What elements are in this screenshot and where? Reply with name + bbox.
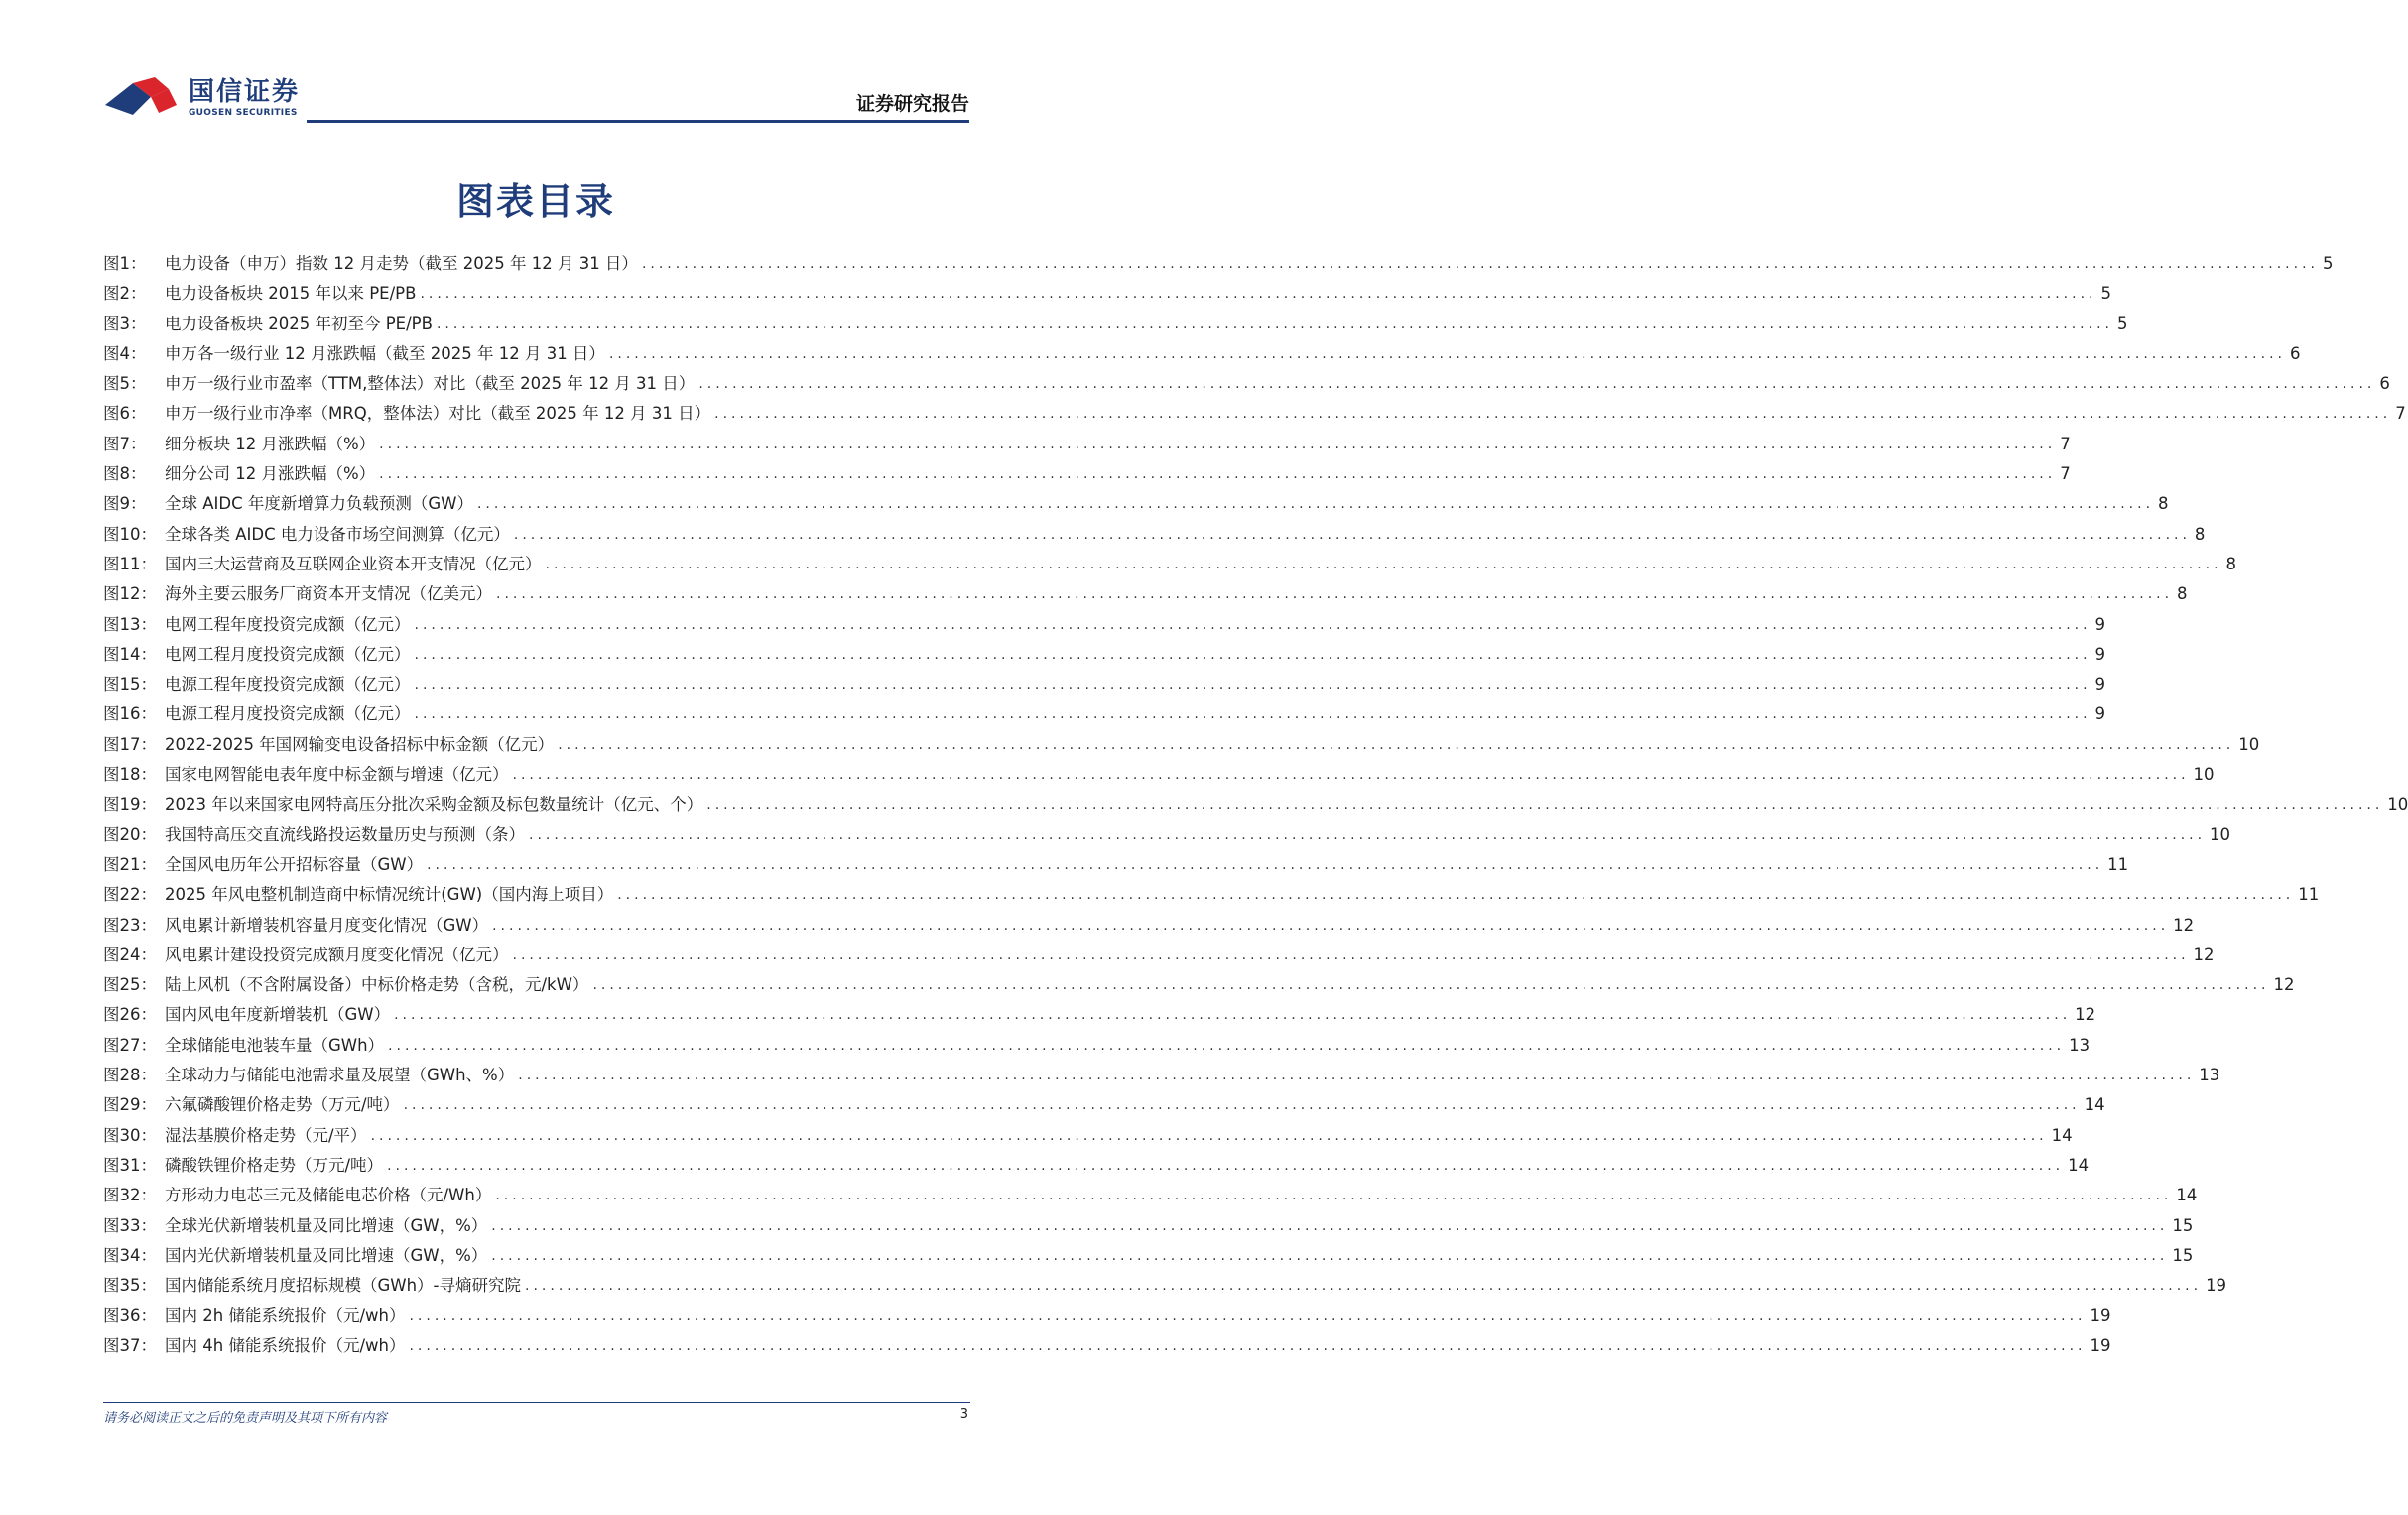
toc-entry[interactable]	[103, 640, 2106, 670]
page-title: 图表目录	[455, 180, 615, 223]
toc-entry[interactable]	[103, 430, 2071, 459]
toc-dot-leader: ........................................................................................................................................................................................................	[529, 826, 2207, 843]
page-header	[0, 0, 1072, 129]
toc-dot-leader: ........................................................................................................................................................................................................	[414, 706, 2091, 723]
guosen-logo-mark	[103, 75, 183, 121]
toc-page-number: 10	[2387, 795, 2408, 815]
toc-entry[interactable]	[103, 489, 2169, 519]
toc-dot-leader: ........................................................................................................................................................................................................	[641, 256, 2319, 272]
toc-dot-leader: ........................................................................................................................................................................................................	[496, 586, 2174, 603]
toc-page-number: 7	[2060, 434, 2071, 453]
toc-entry[interactable]	[103, 369, 2390, 399]
toc-dot-leader: ........................................................................................................................................................................................................	[427, 856, 2104, 873]
toc-figure-title: 我国特高压交直流线路投运数量历史与预测（条）	[165, 824, 525, 844]
toc-entry[interactable]	[103, 1331, 2111, 1361]
toc-page-number: 19	[2206, 1276, 2227, 1296]
toc-dot-leader: ........................................................................................................................................................................................................	[698, 376, 2376, 393]
toc-figure-label: 图23：	[103, 915, 157, 935]
toc-figure-title: 方形动力电芯三元及储能电芯价格（元/Wh）	[165, 1186, 492, 1205]
toc-entry[interactable]	[103, 610, 2106, 640]
footer-divider	[103, 1402, 970, 1403]
toc-figure-title: 电源工程年度投资完成额（亿元）	[165, 675, 411, 694]
toc-page-number: 6	[2379, 374, 2390, 394]
toc-figure-title: 申万一级行业市净率（MRQ，整体法）对比（截至 2025 年 12 月 31 日）	[165, 404, 711, 424]
toc-figure-title: 2023 年以来国家电网特高压分批次采购金额及标包数量统计（亿元、个）	[165, 795, 703, 815]
toc-entry[interactable]	[103, 1211, 2194, 1241]
toc-figure-title: 海外主要云服务厂商资本开支情况（亿美元）	[165, 584, 492, 604]
toc-page-number: 12	[2193, 945, 2215, 964]
toc-figure-label: 图4：	[103, 343, 147, 363]
toc-dot-leader: ........................................................................................................................................................................................................	[491, 1217, 2169, 1234]
toc-dot-leader: ........................................................................................................................................................................................................	[379, 466, 2057, 483]
toc-entry[interactable]	[103, 730, 2260, 760]
toc-page-number: 13	[2069, 1035, 2091, 1055]
toc-figure-title: 国内三大运营商及互联网企业资本开支情况（亿元）	[165, 554, 542, 573]
toc-dot-leader: ........................................................................................................................................................................................................	[558, 736, 2235, 753]
header-divider	[307, 120, 969, 123]
toc-figure-title: 全球储能电池装车量（GWh）	[165, 1035, 385, 1055]
toc-dot-leader: ........................................................................................................................................................................................................	[436, 316, 2113, 332]
figure-index-list	[103, 249, 2408, 1361]
toc-dot-leader: ........................................................................................................................................................................................................	[387, 1157, 2065, 1174]
toc-figure-title: 国内风电年度新增装机（GW）	[165, 1005, 391, 1025]
toc-entry[interactable]	[103, 821, 2231, 850]
toc-figure-label: 图12：	[103, 584, 157, 604]
toc-figure-label: 图18：	[103, 765, 157, 785]
toc-entry[interactable]	[103, 310, 2128, 339]
toc-figure-title: 国家电网智能电表年度中标金额与增速（亿元）	[165, 765, 509, 785]
toc-page-number: 15	[2172, 1215, 2194, 1235]
toc-page-number: 8	[2194, 524, 2206, 544]
toc-figure-label: 图24：	[103, 945, 157, 964]
toc-page-number: 15	[2172, 1245, 2194, 1265]
toc-figure-label: 图25：	[103, 975, 157, 995]
toc-figure-label: 图8：	[103, 464, 147, 484]
toc-dot-leader: ........................................................................................................................................................................................................	[476, 496, 2155, 513]
toc-figure-title: 申万一级行业市盈率（TTM,整体法）对比（截至 2025 年 12 月 31 日）	[165, 374, 696, 394]
toc-entry[interactable]	[103, 1181, 2198, 1210]
toc-figure-label: 图14：	[103, 644, 157, 664]
toc-figure-label: 图31：	[103, 1155, 157, 1175]
toc-figure-title: 细分板块 12 月涨跌幅（%）	[165, 434, 376, 453]
toc-figure-title: 全球光伏新增装机量及同比增速（GW，%）	[165, 1215, 488, 1235]
footer-disclaimer: 请务必阅读正文之后的免责声明及其项下所有内容	[103, 1411, 388, 1426]
toc-entry[interactable]	[103, 1090, 2105, 1120]
toc-page-number: 14	[2084, 1095, 2105, 1115]
toc-entry[interactable]	[103, 760, 2215, 790]
toc-figure-label: 图19：	[103, 795, 157, 815]
toc-figure-label: 图36：	[103, 1306, 157, 1326]
toc-page-number: 13	[2199, 1066, 2220, 1085]
toc-page-number: 14	[2176, 1186, 2198, 1205]
toc-figure-label: 图26：	[103, 1005, 157, 1025]
toc-figure-label: 图17：	[103, 734, 157, 754]
toc-figure-title: 磷酸铁锂价格走势（万元/吨）	[165, 1155, 384, 1175]
toc-page-number: 5	[2100, 284, 2111, 304]
toc-figure-label: 图5：	[103, 374, 147, 394]
toc-dot-leader: ........................................................................................................................................................................................................	[414, 646, 2091, 663]
toc-page-number: 11	[2298, 885, 2320, 905]
toc-figure-title: 风电累计建设投资完成额月度变化情况（亿元）	[165, 945, 509, 964]
toc-page-number: 9	[2094, 614, 2106, 634]
toc-page-number: 8	[2225, 554, 2237, 573]
toc-dot-leader: ........................................................................................................................................................................................................	[617, 887, 2295, 904]
toc-page-number: 9	[2094, 675, 2106, 694]
toc-dot-leader: ........................................................................................................................................................................................................	[545, 556, 2222, 572]
toc-figure-title: 全国风电历年公开招标容量（GW）	[165, 854, 424, 874]
toc-figure-label: 图13：	[103, 614, 157, 634]
toc-dot-leader: ........................................................................................................................................................................................................	[394, 1007, 2072, 1024]
toc-figure-title: 陆上风机（不含附属设备）中标价格走势（含税，元/kW）	[165, 975, 589, 995]
toc-figure-label: 图33：	[103, 1215, 157, 1235]
toc-figure-title: 国内 4h 储能系统报价（元/wh）	[165, 1335, 406, 1355]
toc-entry[interactable]	[103, 1241, 2194, 1271]
toc-dot-leader: ........................................................................................................................................................................................................	[409, 1337, 2087, 1354]
toc-dot-leader: ........................................................................................................................................................................................................	[492, 917, 2170, 934]
toc-dot-leader: ........................................................................................................................................................................................................	[409, 1308, 2087, 1325]
toc-entry[interactable]	[103, 1000, 2096, 1030]
toc-figure-label: 图11：	[103, 554, 157, 573]
toc-page-number: 14	[2068, 1155, 2090, 1175]
toc-dot-leader: ........................................................................................................................................................................................................	[414, 677, 2091, 694]
toc-entry[interactable]	[103, 699, 2106, 729]
toc-figure-title: 电源工程月度投资完成额（亿元）	[165, 704, 411, 724]
toc-page-number: 12	[2273, 975, 2295, 995]
toc-figure-label: 图35：	[103, 1276, 157, 1296]
toc-figure-label: 图10：	[103, 524, 157, 544]
toc-entry[interactable]	[103, 399, 2406, 429]
toc-entry[interactable]	[103, 249, 2334, 279]
toc-figure-label: 图7：	[103, 434, 147, 453]
toc-entry[interactable]	[103, 520, 2206, 550]
toc-entry[interactable]	[103, 790, 2408, 820]
toc-figure-label: 图21：	[103, 854, 157, 874]
toc-page-number: 10	[2210, 824, 2231, 844]
toc-figure-title: 风电累计新增装机容量月度变化情况（GW）	[165, 915, 489, 935]
toc-entry[interactable]	[103, 1031, 2091, 1061]
toc-dot-leader: ........................................................................................................................................................................................................	[518, 1068, 2196, 1084]
toc-entry[interactable]	[103, 550, 2237, 579]
toc-figure-label: 图30：	[103, 1125, 157, 1145]
toc-figure-label: 图37：	[103, 1335, 157, 1355]
toc-entry[interactable]	[103, 1121, 2073, 1151]
toc-dot-leader: ........................................................................................................................................................................................................	[714, 406, 2392, 423]
toc-entry[interactable]	[103, 911, 2195, 941]
toc-entry[interactable]	[103, 1301, 2111, 1330]
toc-page-number: 19	[2090, 1335, 2111, 1355]
toc-page-number: 8	[2177, 584, 2188, 604]
toc-figure-title: 2022-2025 年国网输变电设备招标中标金额（亿元）	[165, 734, 555, 754]
toc-figure-title: 全球 AIDC 年度新增算力负载预测（GW）	[165, 494, 473, 514]
toc-figure-title: 申万各一级行业 12 月涨跌幅（截至 2025 年 12 月 31 日）	[165, 343, 605, 363]
toc-dot-leader: ........................................................................................................................................................................................................	[491, 1247, 2169, 1264]
toc-page-number: 10	[2238, 734, 2260, 754]
toc-page-number: 7	[2060, 464, 2071, 484]
toc-figure-label: 图3：	[103, 314, 147, 333]
toc-figure-title: 全球各类 AIDC 电力设备市场空间测算（亿元）	[165, 524, 510, 544]
toc-page-number: 11	[2107, 854, 2129, 874]
toc-dot-leader: ........................................................................................................................................................................................................	[512, 767, 2190, 784]
toc-page-number: 12	[2075, 1005, 2096, 1025]
report-type-label: 证券研究报告	[855, 93, 969, 115]
toc-figure-title: 2025 年风电整机制造商中标情况统计(GW)（国内海上项目）	[165, 885, 614, 905]
toc-entry[interactable]	[103, 1271, 2227, 1301]
toc-figure-title: 电力设备（申万）指数 12 月走势（截至 2025 年 12 月 31 日）	[165, 254, 638, 273]
toc-dot-leader: ........................................................................................................................................................................................................	[414, 616, 2091, 633]
toc-dot-leader: ........................................................................................................................................................................................................	[706, 797, 2384, 814]
toc-page-number: 12	[2173, 915, 2195, 935]
toc-figure-title: 电网工程月度投资完成额（亿元）	[165, 644, 411, 664]
toc-dot-leader: ........................................................................................................................................................................................................	[495, 1188, 2173, 1204]
toc-dot-leader: ........................................................................................................................................................................................................	[608, 345, 2286, 362]
toc-figure-label: 图32：	[103, 1186, 157, 1205]
toc-entry[interactable]	[103, 970, 2295, 1000]
toc-entry[interactable]	[103, 279, 2111, 309]
toc-page-number: 19	[2090, 1306, 2111, 1326]
toc-dot-leader: ........................................................................................................................................................................................................	[525, 1278, 2203, 1295]
toc-figure-label: 图27：	[103, 1035, 157, 1055]
toc-figure-title: 国内光伏新增装机量及同比增速（GW，%）	[165, 1245, 488, 1265]
toc-figure-label: 图1：	[103, 254, 147, 273]
toc-figure-label: 图29：	[103, 1095, 157, 1115]
toc-figure-label: 图28：	[103, 1066, 157, 1085]
toc-page-number: 7	[2395, 404, 2406, 424]
toc-entry[interactable]	[103, 459, 2071, 489]
toc-figure-title: 湿法基膜价格走势（元/平）	[165, 1125, 367, 1145]
toc-figure-label: 图16：	[103, 704, 157, 724]
toc-entry[interactable]	[103, 880, 2320, 910]
toc-page-number: 9	[2094, 704, 2106, 724]
logo-text-cn: 国信证券	[189, 77, 301, 107]
toc-figure-title: 电网工程年度投资完成额（亿元）	[165, 614, 411, 634]
toc-figure-label: 图9：	[103, 494, 147, 514]
toc-figure-label: 图22：	[103, 885, 157, 905]
toc-figure-label: 图34：	[103, 1245, 157, 1265]
toc-figure-label: 图15：	[103, 675, 157, 694]
toc-page-number: 5	[2322, 254, 2334, 273]
toc-figure-title: 全球动力与储能电池需求量及展望（GWh、%）	[165, 1066, 515, 1085]
toc-dot-leader: ........................................................................................................................................................................................................	[513, 526, 2191, 543]
toc-figure-title: 国内 2h 储能系统报价（元/wh）	[165, 1306, 406, 1326]
toc-figure-title: 六氟磷酸锂价格走势（万元/吨）	[165, 1095, 400, 1115]
toc-dot-leader: ........................................................................................................................................................................................................	[370, 1127, 2048, 1144]
toc-entry[interactable]	[103, 670, 2106, 699]
toc-dot-leader: ........................................................................................................................................................................................................	[403, 1097, 2081, 1114]
toc-page-number: 8	[2158, 494, 2169, 514]
toc-entry[interactable]	[103, 941, 2215, 970]
toc-page-number: 14	[2051, 1125, 2073, 1145]
toc-page-number: 10	[2193, 765, 2215, 785]
toc-dot-leader: ........................................................................................................................................................................................................	[592, 977, 2270, 994]
toc-entry[interactable]	[103, 339, 2301, 369]
toc-page-number: 5	[2116, 314, 2128, 333]
toc-dot-leader: ........................................................................................................................................................................................................	[388, 1037, 2066, 1054]
toc-entry[interactable]	[103, 1061, 2220, 1090]
toc-figure-label: 图6：	[103, 404, 147, 424]
toc-figure-label: 图2：	[103, 284, 147, 304]
toc-entry[interactable]	[103, 1151, 2090, 1181]
toc-figure-title: 电力设备板块 2025 年初至今 PE/PB	[165, 314, 433, 333]
toc-figure-title: 国内储能系统月度招标规模（GWh）-寻熵研究院	[165, 1276, 522, 1296]
logo-text-en: GUOSEN SECURITIES	[189, 108, 298, 118]
toc-figure-title: 细分公司 12 月涨跌幅（%）	[165, 464, 376, 484]
toc-dot-leader: ........................................................................................................................................................................................................	[379, 436, 2057, 452]
toc-figure-title: 电力设备板块 2015 年以来 PE/PB	[165, 284, 417, 304]
page-number: 3	[959, 1407, 968, 1422]
toc-dot-leader: ........................................................................................................................................................................................................	[420, 286, 2097, 303]
toc-entry[interactable]	[103, 850, 2129, 880]
toc-entry[interactable]	[103, 579, 2188, 609]
guosen-logo	[103, 75, 302, 125]
toc-page-number: 6	[2289, 343, 2301, 363]
toc-dot-leader: ........................................................................................................................................................................................................	[512, 947, 2190, 963]
toc-figure-label: 图20：	[103, 824, 157, 844]
toc-page-number: 9	[2094, 644, 2106, 664]
